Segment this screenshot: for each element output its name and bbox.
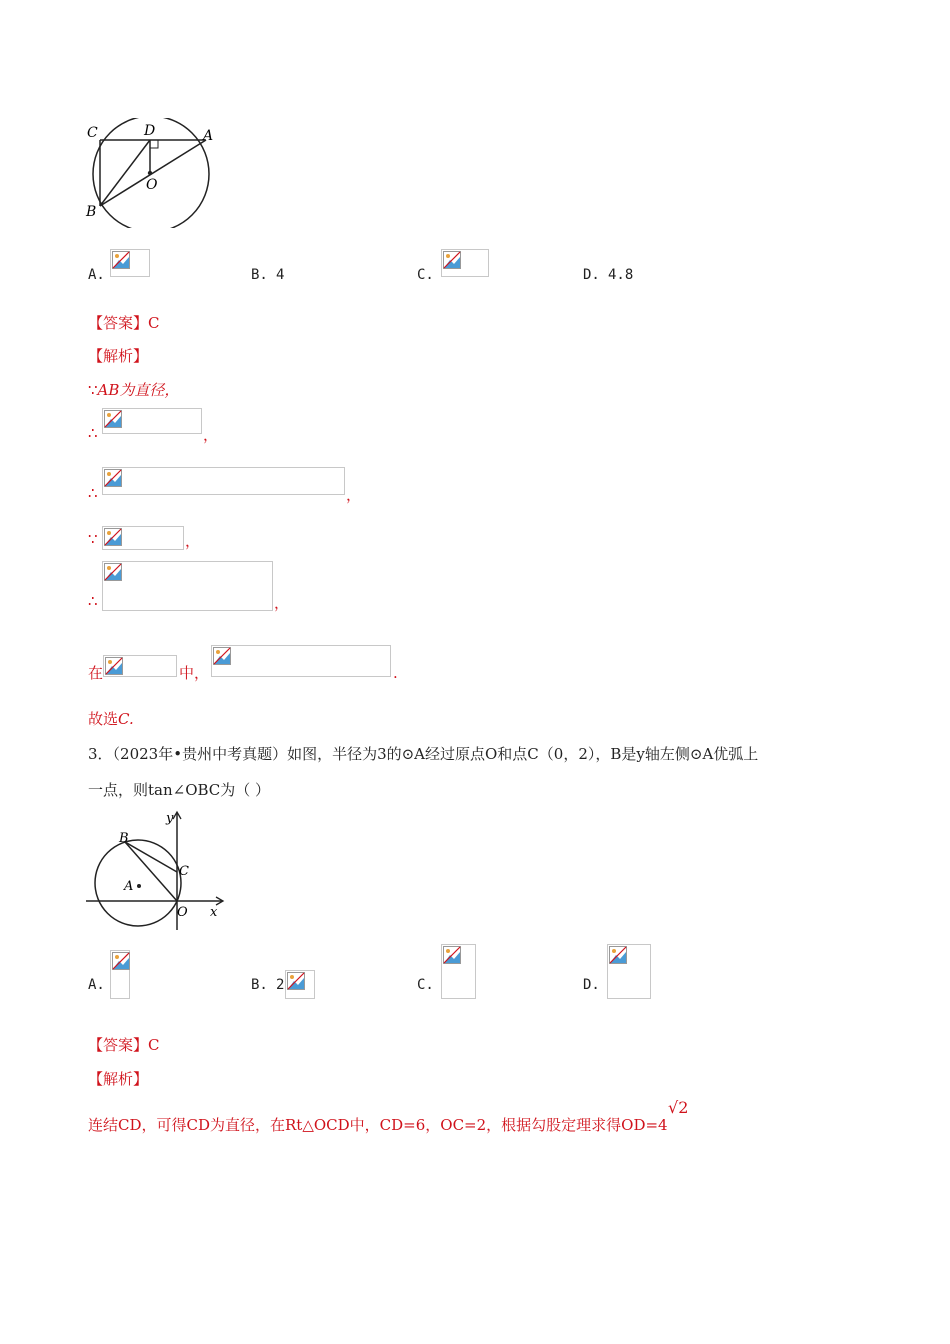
therefore-symbol-1: ∴ (88, 424, 98, 442)
q2-diameter-ab (100, 140, 206, 206)
broken-image-icon (287, 972, 305, 990)
broken-image-icon (104, 563, 122, 581)
q3-center-point (137, 884, 141, 888)
broken-image-icon (443, 251, 461, 269)
broken-image-icon (213, 647, 231, 665)
q3-analysis-label: 【解析】 (88, 1070, 149, 1088)
q3-option-a-letter: A. (88, 977, 105, 993)
broken-image-icon (609, 946, 627, 964)
q2-right-angle-mark (150, 140, 158, 148)
q2-in-prefix: 在 (88, 664, 104, 682)
q2-conclusion (88, 708, 134, 729)
q2-label-o: O (146, 177, 158, 193)
q2-center-point (148, 171, 152, 175)
q2-option-b-letter: B. (251, 267, 268, 283)
broken-image-icon (104, 469, 122, 487)
q2-line-bd (100, 140, 150, 206)
q2-label-b: B (86, 204, 97, 220)
q2-because-1 (88, 379, 179, 400)
broken-image-icon (112, 952, 130, 970)
q2-option-c-image (441, 249, 489, 277)
q2-option-b-text: 4 (276, 267, 285, 283)
broken-image-icon (112, 251, 130, 269)
q2-formula-image-4 (102, 561, 273, 611)
q2-label-c: C (87, 125, 98, 141)
q2-option-c-letter: C. (417, 267, 434, 283)
q2-comma-1: ， (203, 426, 219, 444)
q2-formula-image-3 (102, 526, 184, 550)
q3-option-b-image (285, 970, 315, 999)
q2-label-d: D (144, 123, 156, 139)
q2-formula-image-5 (103, 655, 177, 677)
q2-geometry-figure (80, 118, 220, 228)
q2-formula-image-2 (102, 467, 345, 495)
q2-option-d-letter: D. (583, 267, 600, 283)
q3-option-a-image (110, 950, 130, 999)
q3-label-o: O (177, 905, 188, 920)
q3-option-b-letter: B. (251, 977, 268, 993)
q2-conclusion-choice: C. (118, 710, 134, 728)
q3-solution-line: 连结CD，可得CD为直径，在Rt△OCD中，CD=6，OC=2，根据勾股定理求得OD=4 (88, 1116, 668, 1134)
q3-sqrt-two: √2 (668, 1098, 689, 1117)
q3-option-c-image (441, 944, 476, 999)
q2-conclusion-text: 故选 (88, 710, 119, 728)
q3-line-bc (125, 842, 177, 872)
q3-label-y: y (166, 811, 174, 826)
because-symbol: ∵ (88, 381, 98, 399)
q3-geometry-figure (84, 808, 234, 933)
q3-label-a: A (124, 879, 134, 894)
q2-comma-3: ， (185, 532, 201, 550)
broken-image-icon (104, 410, 122, 428)
because-symbol-2: ∵ (88, 530, 98, 548)
q2-formula-image-1 (102, 408, 202, 434)
q3-option-d-image (607, 944, 651, 999)
therefore-symbol-2: ∴ (88, 484, 98, 502)
q3-option-d-letter: D. (583, 977, 600, 993)
therefore-symbol-3: ∴ (88, 592, 98, 610)
q2-formula-image-6 (211, 645, 391, 677)
q2-option-a-letter: A. (88, 267, 105, 283)
q2-comma-4: ， (274, 594, 290, 612)
q2-because-1-text: AB为直径， (97, 381, 180, 399)
q3-option-c-letter: C. (417, 977, 434, 993)
q2-period: . (393, 664, 398, 682)
q2-option-d-text: 4.8 (608, 267, 634, 283)
q3-stem-line-2: 一点，则tan∠OBC为（ ） (88, 781, 271, 799)
q3-label-b: B (119, 831, 129, 846)
q3-answer: 【答案】C (88, 1036, 160, 1054)
q2-answer: 【答案】C (88, 314, 160, 332)
q2-label-a: A (203, 128, 214, 144)
broken-image-icon (443, 946, 461, 964)
q3-label-x: x (210, 905, 218, 920)
q3-label-c: C (179, 864, 189, 879)
broken-image-icon (104, 528, 122, 546)
q3-circle (95, 840, 181, 926)
broken-image-icon (105, 657, 123, 675)
q2-option-a-image (110, 249, 150, 277)
q2-comma-2: ， (346, 486, 362, 504)
q3-stem-line-1: 3．（2023年•贵州中考真题）如图，半径为3的⊙A经过原点O和点C（0，2），B是y轴左侧⊙A优弧上 (88, 745, 759, 763)
q3-option-b-text: 2 (276, 977, 285, 993)
q2-analysis-label: 【解析】 (88, 347, 149, 365)
q2-in-mid: 中， (179, 664, 210, 682)
